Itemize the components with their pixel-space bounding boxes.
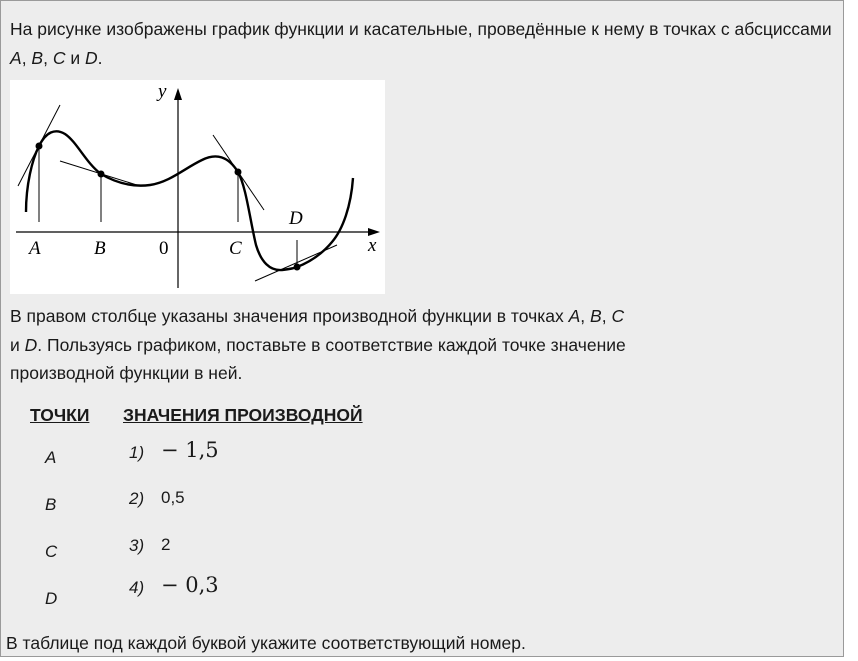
point-label: D — [45, 589, 58, 608]
point-c-marker — [235, 169, 242, 176]
function-curve — [26, 131, 353, 270]
y-axis-arrow — [174, 88, 182, 100]
point-label: A — [45, 448, 57, 467]
task-instruction-text — [10, 302, 730, 388]
intro-text: На рисунке изображены график функции и касательные, проведённые к нему в точках с абсциссами — [10, 19, 832, 39]
intro-point-a: A — [10, 47, 22, 68]
tick-label-a: A — [29, 238, 41, 259]
value-number: 1) — [129, 443, 145, 462]
instruction-point-a: A — [568, 306, 581, 326]
point-label: C — [45, 542, 58, 561]
y-axis-label: y — [158, 81, 167, 102]
instruction-text: В правом столбце указаны значения производной функции в точках — [10, 306, 569, 326]
intro-point-d: D — [84, 47, 98, 68]
point-b-marker — [98, 171, 105, 178]
derivative-value: 2 — [161, 535, 171, 554]
derivative-value: − 0,3 — [161, 573, 219, 597]
column-header-points: ТОЧКИ — [30, 405, 90, 425]
column-header-values: ЗНАЧЕНИЯ ПРОИЗВОДНОЙ — [123, 405, 363, 425]
derivative-value: − 1,5 — [161, 438, 219, 462]
tick-label-d: D — [289, 208, 303, 229]
intro-conjunction: и — [65, 47, 85, 68]
intro-point-b: B — [31, 47, 44, 68]
footer-instruction: В таблице под каждой буквой укажите соответствующий номер. — [6, 633, 526, 653]
instruction-separator: , — [580, 306, 591, 326]
instruction-text-continued: . Пользуясь графиком, поставьте в соответствие каждой точке значение производной функции в ней. — [10, 334, 626, 383]
tick-label-c: C — [229, 238, 242, 259]
value-number: 3) — [129, 536, 145, 555]
function-graph — [10, 80, 385, 294]
intro-separator: , — [21, 47, 32, 68]
instruction-point-d: D — [24, 334, 38, 355]
derivative-value: 0,5 — [161, 488, 185, 507]
task-intro-text — [10, 15, 840, 72]
intro-separator: , — [43, 47, 53, 68]
intro-period: . — [97, 47, 103, 68]
tick-label-zero: 0 — [159, 238, 169, 259]
point-a-marker — [36, 143, 43, 150]
value-number: 4) — [129, 578, 145, 597]
point-d-marker — [294, 264, 301, 271]
instruction-point-b: B — [590, 306, 602, 326]
instruction-conjunction: и — [10, 334, 25, 355]
x-axis-label: x — [368, 235, 377, 256]
instruction-separator: , — [601, 306, 612, 326]
tick-label-b: B — [94, 238, 106, 259]
value-number: 2) — [129, 489, 145, 508]
intro-point-c: C — [52, 47, 66, 68]
instruction-point-c: C — [611, 306, 625, 326]
point-label: B — [45, 495, 57, 514]
